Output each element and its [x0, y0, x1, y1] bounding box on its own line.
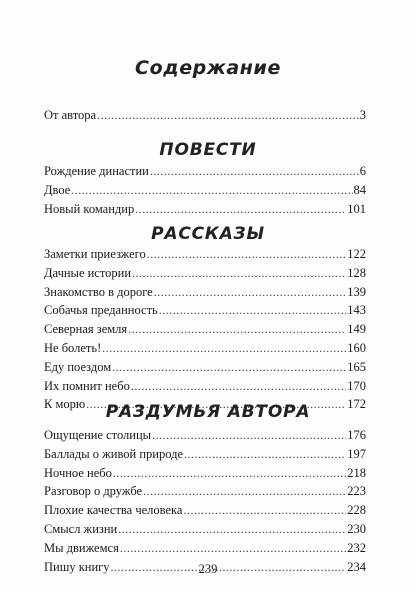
dot-leader — [147, 245, 347, 264]
toc-entry-label: Мы движемся — [44, 540, 119, 555]
toc-entry — [44, 520, 366, 539]
dot-leader — [131, 377, 346, 396]
toc-entry-page: 84 — [353, 182, 366, 197]
dot-leader — [112, 358, 346, 377]
dot-leader — [183, 501, 346, 520]
toc-list-razdumya — [44, 426, 366, 576]
toc-entry-label: Заметки приезжего — [44, 247, 146, 261]
dot-leader — [184, 445, 346, 464]
toc-entry — [44, 264, 366, 283]
toc-entry-label: Не болеть! — [44, 340, 102, 355]
toc-entry-label: Пишу книгу — [44, 559, 110, 574]
toc-entry — [44, 320, 366, 339]
toc-entry-page: 143 — [347, 303, 366, 318]
toc-entry-label: Северная земля — [44, 322, 128, 337]
section-heading-razdumya: РАЗДУМЬЯ АВТОРА — [105, 402, 311, 422]
toc-entry-label: Знакомство в дороге — [44, 284, 153, 299]
toc-entry — [44, 464, 366, 483]
toc-entry-page: 223 — [347, 484, 366, 499]
toc-entry — [44, 426, 366, 445]
toc-entry-label: Баллады о живой природе — [44, 446, 184, 461]
toc-entry-label: Плохие качества человека — [44, 503, 183, 518]
toc-entry — [44, 301, 366, 320]
toc-entry — [44, 283, 366, 302]
section-heading-rasskazy: РАССКАЗЫ — [151, 224, 265, 244]
toc-entry-page: 6 — [359, 164, 366, 178]
toc-entry-page: 160 — [347, 340, 366, 355]
toc-entry — [44, 539, 366, 558]
toc-entry-label: К морю — [44, 397, 86, 412]
contents-title: Содержание — [135, 57, 281, 79]
toc-entry — [44, 445, 366, 464]
dot-leader — [97, 106, 359, 125]
toc-list-rasskazy — [44, 245, 366, 414]
toc-list-povesti — [44, 162, 366, 218]
toc-entry-page: 176 — [347, 428, 366, 442]
dot-leader — [71, 181, 352, 200]
toc-entry-label: Ощущение столицы — [44, 428, 152, 442]
toc-entry-page: 218 — [347, 465, 366, 480]
toc-entry-label: Новый командир — [44, 201, 135, 216]
toc-entry-page: 122 — [347, 247, 366, 261]
toc-entry-label: Двое — [44, 182, 71, 197]
toc-entry — [44, 245, 366, 264]
dot-leader — [159, 301, 347, 320]
toc-entry — [44, 377, 366, 396]
toc-entry-page: 149 — [347, 322, 366, 337]
dot-leader — [118, 520, 346, 539]
toc-entry-page: 101 — [347, 201, 366, 216]
toc-entry-page: 232 — [347, 540, 366, 555]
dot-leader — [135, 200, 346, 219]
toc-entry — [44, 482, 366, 501]
dot-leader — [102, 339, 346, 358]
toc-entry-page: 197 — [347, 446, 366, 461]
toc-entry-page: 234 — [347, 559, 366, 574]
toc-entry-page: 3 — [359, 108, 366, 122]
dot-leader — [150, 162, 359, 181]
toc-entry-label: Еду поездом — [44, 359, 112, 374]
toc-entry-label: Смысл жизни — [44, 521, 118, 536]
toc-entry — [44, 162, 366, 181]
toc-entry-page: 228 — [347, 503, 366, 518]
section-heading-povesti: ПОВЕСТИ — [159, 140, 257, 160]
dot-leader — [143, 482, 346, 501]
toc-entry-page: 170 — [347, 378, 366, 393]
dot-leader — [128, 320, 346, 339]
toc-entry-page: 128 — [347, 265, 366, 280]
toc-entry — [44, 358, 366, 377]
dot-leader — [113, 464, 346, 483]
toc-entry-page: 139 — [347, 284, 366, 299]
toc-entry-label: От автора — [44, 108, 97, 122]
toc-entry-label: Их помнит небо — [44, 378, 130, 393]
toc-entry — [44, 106, 366, 125]
toc-entry — [44, 501, 366, 520]
toc-entry-label: Собачья преданность — [44, 303, 158, 318]
toc-entry-page: 165 — [347, 359, 366, 374]
dot-leader — [154, 283, 347, 302]
toc-entry-label: Разговор о дружбе — [44, 484, 143, 499]
toc-entry — [44, 181, 366, 200]
dot-leader — [152, 426, 346, 445]
toc-intro — [44, 106, 366, 125]
toc-entry-label: Рождение династии — [44, 164, 149, 178]
toc-entry-page: 172 — [347, 397, 366, 412]
toc-entry-page: 230 — [347, 521, 366, 536]
dot-leader — [132, 264, 346, 283]
toc-entry — [44, 200, 366, 219]
page-number: 239 — [198, 562, 218, 576]
toc-entry — [44, 339, 366, 358]
toc-entry-label: Ночное небо — [44, 465, 112, 480]
dot-leader — [120, 539, 346, 558]
toc-entry-label: Дачные истории — [44, 265, 132, 280]
